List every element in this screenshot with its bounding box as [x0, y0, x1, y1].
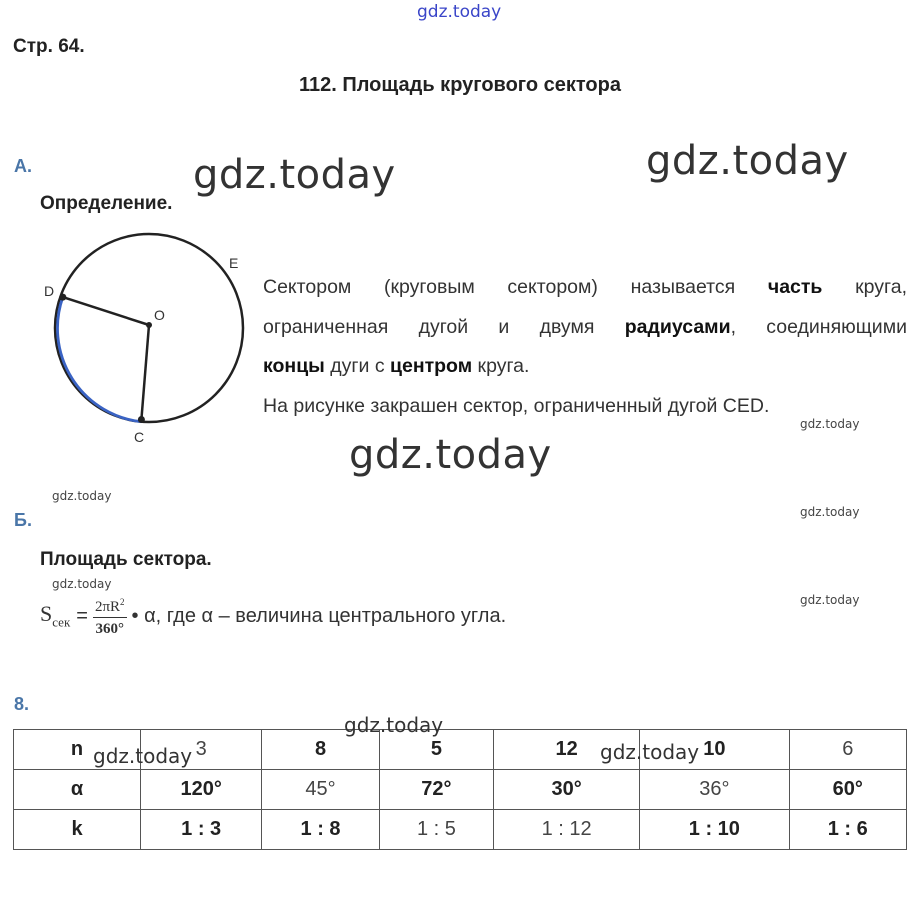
table-cell: 1 : 12 — [494, 810, 640, 850]
table-cell: 72° — [379, 770, 493, 810]
formula-denominator: 360° — [95, 621, 124, 637]
page-number: Стр. 64. — [13, 36, 85, 57]
table-cell: 45° — [262, 770, 379, 810]
radius-oc — [141, 325, 149, 420]
section-a-label: А. — [14, 156, 32, 176]
definition-line-1: Сектором (круговым сектором) называется часть круга, — [263, 276, 907, 298]
watermark-table-mid: gdz.today — [600, 740, 700, 764]
watermark-small-5: gdz.today — [800, 593, 860, 607]
formula-numerator: $2\pi R^2$ — [93, 592, 127, 618]
watermark-small-2: gdz.today — [52, 489, 112, 503]
watermark-top: gdz.today — [417, 2, 502, 22]
table-cell: 36° — [640, 770, 789, 810]
definition-text — [263, 268, 907, 426]
table-row-alpha — [14, 770, 907, 810]
table-cell: 6 — [789, 730, 907, 770]
radius-od — [63, 297, 149, 325]
circle-sector-figure — [30, 225, 260, 450]
watermark-big-center: gdz.today — [349, 432, 552, 478]
page-title: 112. Площадь кругового сектора — [298, 74, 621, 96]
table-cell: 10 — [640, 730, 789, 770]
table-cell: 1 : 8 — [262, 810, 379, 850]
sector-area-formula — [40, 592, 506, 640]
label-c: C — [134, 429, 145, 445]
label-d: D — [44, 283, 55, 299]
highlighted-arc — [57, 297, 141, 422]
table-cell: 1 : 10 — [640, 810, 789, 850]
formula-tail: • α, где α – величина центрального угла. — [131, 604, 507, 627]
formula-equals: = — [76, 604, 88, 627]
table-cell: 1 : 6 — [789, 810, 907, 850]
table-cell: 1 : 5 — [379, 810, 493, 850]
formula-s: $S_{сек}$ — [40, 601, 71, 630]
definition-heading: Определение. — [40, 193, 173, 214]
table-cell: 30° — [494, 770, 640, 810]
section-8-label: 8. — [14, 694, 30, 714]
table-cell: 120° — [141, 770, 262, 810]
point-d — [59, 294, 66, 301]
center-point — [146, 322, 152, 328]
watermark-big-left: gdz.today — [193, 152, 396, 198]
definition-line-2: ограниченная дугой и двумя радиусами, соединяющими — [263, 315, 907, 338]
watermark-table-top: gdz.today — [344, 713, 444, 737]
table-row-k — [14, 810, 907, 850]
definition-line-4: На рисунке закрашен сектор, ограниченный дугой CED. — [263, 394, 770, 417]
definition-line-3: концы дуги с центром круга. — [263, 355, 530, 377]
sector-area-heading: Площадь сектора. — [40, 549, 212, 570]
watermark-big-right: gdz.today — [646, 138, 849, 184]
table-cell: 12 — [494, 730, 640, 770]
table-cell: 60° — [789, 770, 907, 810]
label-o: O — [154, 307, 165, 323]
watermark-small-3: gdz.today — [800, 505, 860, 519]
watermark-small-1: gdz.today — [800, 417, 860, 431]
row-header-n: n — [14, 730, 141, 770]
table-cell: 1 : 3 — [141, 810, 262, 850]
watermark-table-left: gdz.today — [93, 744, 193, 768]
formula-fraction — [93, 592, 127, 640]
table-cell: 8 — [262, 730, 379, 770]
section-b-label: Б. — [14, 510, 32, 530]
label-e: E — [229, 255, 239, 271]
row-header-k: k — [14, 810, 141, 850]
table-cell: 3 — [141, 730, 262, 770]
table-cell: 5 — [379, 730, 493, 770]
point-c — [138, 416, 145, 423]
row-header-alpha: α — [14, 770, 141, 810]
watermark-small-4: gdz.today — [52, 577, 112, 591]
